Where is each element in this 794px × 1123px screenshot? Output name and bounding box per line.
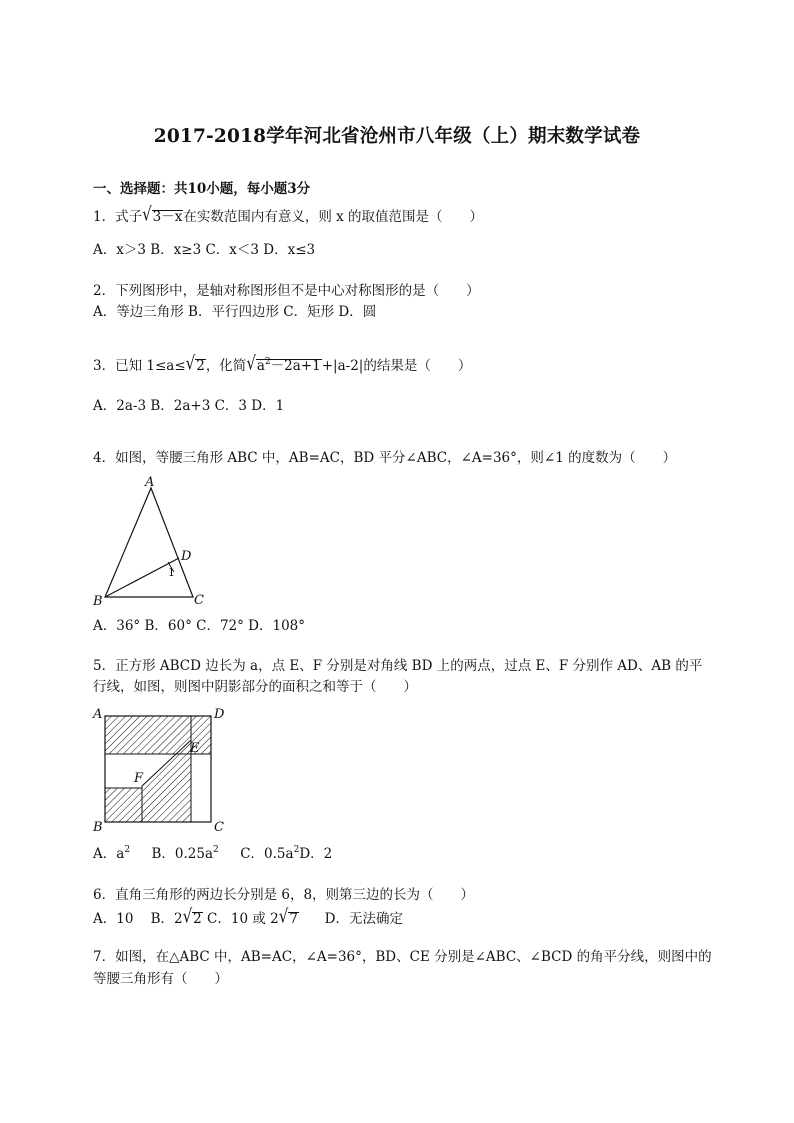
question-1-options: A．x＞3 B．x≥3 C．x＜3 D．x≤3	[93, 242, 316, 258]
label-d: D	[214, 707, 225, 722]
q3-sqrt-1: √2	[185, 351, 205, 375]
question-5-stem-line-1: 5．正方形 ABCD 边长为 a，点 E、F 分别是对角线 BD 上的两点，过点 E、F 分别作 AD、AB 的平	[93, 658, 703, 674]
section-heading: 一、选择题：共10小题，每小题3分	[93, 181, 311, 197]
label-c: C	[194, 593, 204, 608]
label-e: E	[190, 741, 200, 756]
q3-radicand-2: $a^2-2a+1$	[256, 357, 321, 374]
label-angle-1: 1	[168, 566, 175, 579]
label-a: A	[145, 475, 155, 490]
question-5-stem-line-2: 行线，如图，则图中阴影部分的面积之和等于（ ）	[93, 679, 417, 695]
q3-radicand-1: 2	[196, 358, 205, 374]
shaded-small-square	[105, 788, 142, 822]
q1-suffix: 在实数范围内有意义，则 x 的取值范围是（ ）	[183, 209, 484, 225]
page-title: 2017-2018学年河北省沧州市八年级（上）期末数学试卷	[153, 126, 641, 147]
label-d: D	[181, 549, 192, 564]
q3-suffix: +|a-2|的结果是（ ）	[321, 358, 472, 374]
triangle-figure	[88, 474, 218, 610]
question-6-options: A．10 B．2√2 C．10 或 2√7 D．无法确定	[93, 904, 403, 928]
label-b: B	[93, 594, 103, 609]
question-7-stem-line-2: 等腰三角形有（ ）	[93, 971, 228, 987]
question-3-stem	[93, 351, 472, 375]
triangle-abc	[105, 488, 193, 597]
question-3-options: A．2a-3 B．2a+3 C．3 D．1	[93, 398, 285, 414]
question-5-options: A．$a^2$ B．$0.25a^2$ C．$0.5a^2D$．2	[93, 845, 333, 862]
question-2-options: A．等边三角形 B．平行四边形 C．矩形 D．圆	[93, 304, 377, 320]
q1-radicand: 3－x	[152, 209, 183, 225]
square-figure	[88, 704, 228, 836]
question-4-stem: 4．如图，等腰三角形 ABC 中，AB=AC，BD 平分∠ABC，∠A=36°，则∠1 的度数为（ ）	[93, 450, 677, 466]
question-1-stem	[93, 202, 484, 226]
label-f: F	[134, 771, 144, 786]
q3-prefix: 3．已知 1≤a≤	[93, 358, 186, 374]
q1-prefix: 1．式子	[93, 209, 143, 225]
q3-middle: ，化简	[205, 358, 247, 374]
question-6-stem: 6．直角三角形的两边长分别是 6，8，则第三边的长为（ ）	[93, 887, 475, 903]
q6-sqrt-2: √2	[182, 904, 202, 928]
q6-sqrt-7: √7	[278, 904, 298, 928]
question-7-stem-line-1: 7．如图，在△ABC 中，AB=AC，∠A=36°，BD、CE 分别是∠ABC、∠BCD 的角平分线，则图中的	[93, 949, 712, 965]
label-a: A	[93, 707, 103, 722]
label-b: B	[93, 820, 103, 835]
label-c: C	[214, 820, 224, 835]
question-2-stem: 2．下列图形中，是轴对称图形但不是中心对称图形的是（ ）	[93, 283, 480, 299]
question-4-options: A．36° B．60° C．72° D．108°	[93, 618, 305, 634]
q3-sqrt-2: $√a^2-2a+1$	[246, 351, 321, 375]
q1-sqrt: √3－x	[142, 202, 183, 226]
